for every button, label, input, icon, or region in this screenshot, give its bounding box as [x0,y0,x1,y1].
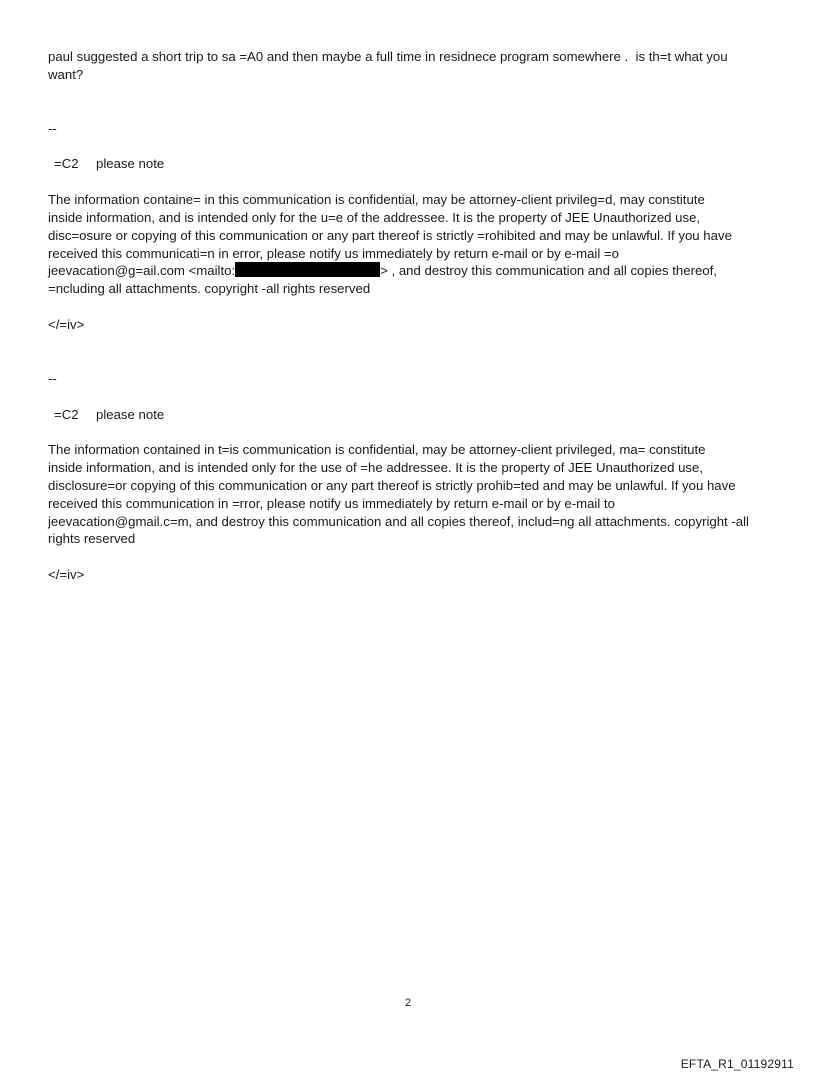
signature-separator-1: -- [48,120,57,136]
spacer [48,388,778,406]
note-title-1: please note [96,156,165,172]
redaction-box [235,262,380,277]
intro-line-1: paul suggested a short trip to sa =A0 and then maybe a full time in residnece program somewhere . is th=t what you [48,49,728,64]
spacer [48,84,778,120]
page-number: 2 [404,997,412,1009]
signature-separator-2: -- [48,370,57,386]
note-heading-1 [48,155,778,173]
note-heading-2 [48,406,778,424]
disclaimer-2 [48,441,778,548]
spacer [48,334,778,370]
disclaimer-2-line-5: jeevacation@gmail.c=m, and destroy this communication and all copies thereof, includ=ng all attachments. copyright -all [48,513,749,529]
disclaimer-1-line-1: The information containe= in this communication is confidential, may be attorney-client privileg=d, may constitute [48,192,705,208]
disclaimer-1-email-line [48,262,778,280]
disclaimer-2-line-1: The information contained in t=is communication is confidential, may be attorney-client privileged, ma= constitute [48,442,706,458]
disclaimer-1-line-3: disc=osure or copying of this communication or any part thereof is strictly =rohibited and may be unlawful. If you have [48,227,732,243]
disclaimer-1-line-2: inside information, and is intended only for the u=e of the addressee. It is the property of JEE Unauthorized use, [48,209,701,225]
spacer [48,298,778,316]
closing-tag-1: </=iv> [48,316,85,332]
disclaimer-1-line-4: received this communicati=n in error, please notify us immediately by return e-mail or by e-mail =o [48,245,619,261]
spacer [48,137,778,155]
email-line-end: > , and destroy this communication and all copies thereof, [380,263,717,279]
spacer [48,423,778,441]
spacer [48,548,778,566]
disclaimer-1 [48,191,778,298]
note-prefix-2: =C2 [54,406,79,422]
closing-tag-2: </=iv> [48,567,85,583]
intro-line-2: want? [48,66,84,82]
email-line-start: jeevacation@g=ail.com <mailto: [48,263,236,279]
disclaimer-2-line-3: disclosure=or copying of this communication or any part thereof is strictly prohib=ted and may be unlawful. If you have [48,477,736,493]
email-body [48,48,778,584]
spacer [48,173,778,191]
disclaimer-2-line-6: rights reserved [48,531,136,547]
disclaimer-2-line-4: received this communication in =rror, please notify us immediately by return e-mail or by e-mail to [48,495,615,511]
disclaimer-1-last-line: =ncluding all attachments. copyright -all rights reserved [48,281,371,297]
note-title-2: please note [96,406,165,422]
bates-number: EFTA_R1_01192911 [680,1057,794,1071]
disclaimer-2-line-2: inside information, and is intended only for the use of =he addressee. It is the property of JEE Unauthorized use, [48,460,704,476]
note-prefix-1: =C2 [54,156,79,172]
